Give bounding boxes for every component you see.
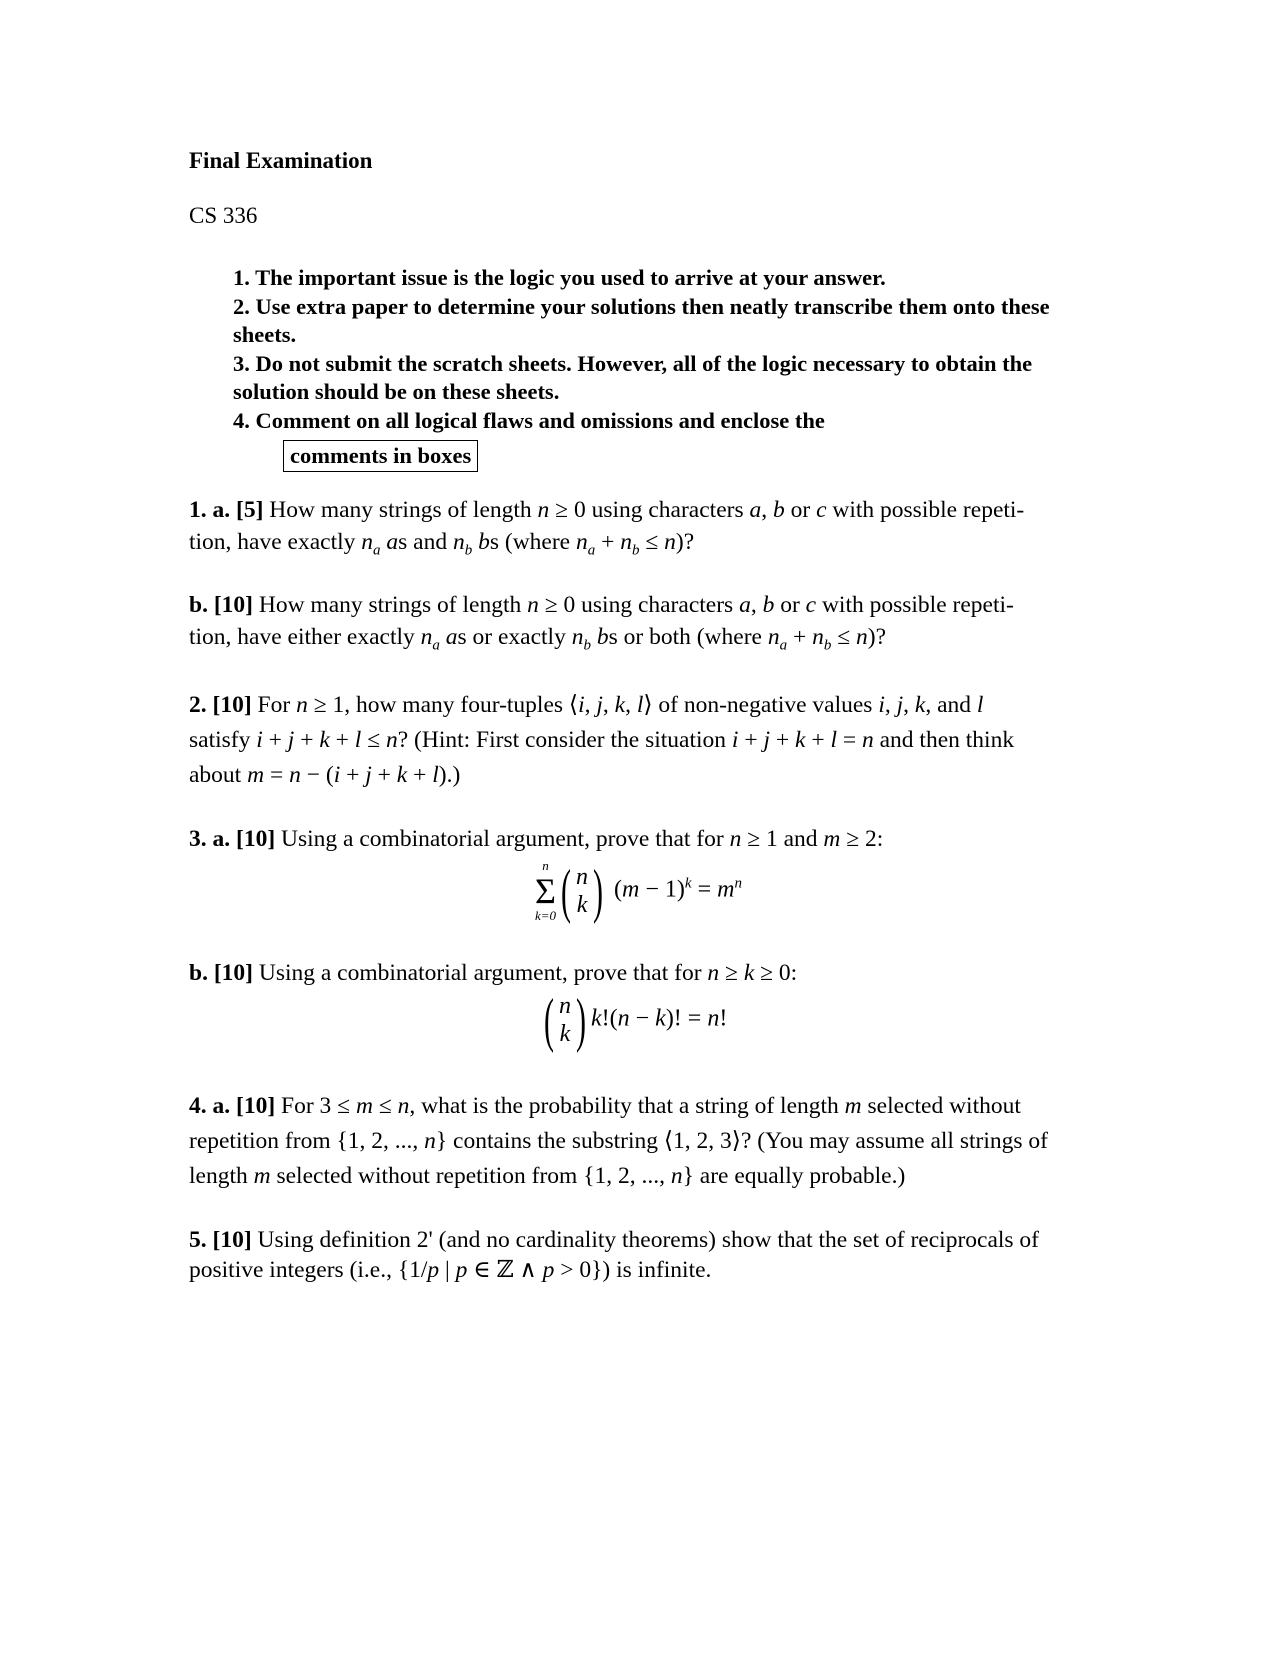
question-points: [10]	[236, 826, 276, 852]
question-points: [10]	[212, 1227, 252, 1253]
question-3b: b. [10] Using a combinatorial argument, prove that for n ≥ k ≥ 0:	[189, 960, 798, 986]
question-points: [10]	[236, 1093, 276, 1119]
instruction-item: 2. Use extra paper to determine your solutions then neatly transcribe them onto these sheets.	[233, 293, 1050, 348]
question-4a: 4. a. [10] For 3 ≤ m ≤ n, what is the probability that a string of length m selected without repetition from {1, 2, ..., n} contains the substring ⟨1, 2, 3⟩? (You may assume all strings of length m selected without repetition from {1, 2, ..., n} are equally probable.)	[189, 1093, 1048, 1189]
question-1b: b. [10] How many strings of length n ≥ 0 using characters a, b or c with possible repeti- tion, have either exactly $n_a$ as or exactly $n_b$ bs or both (where $n_a + n_b \le n$)?	[189, 592, 1014, 654]
question-label: 4. a.	[189, 1093, 231, 1119]
instruction-item: 4. Comment on all logical flaws and omissions and enclose the	[233, 407, 825, 433]
question-label: 3. a.	[189, 826, 231, 852]
course-code: CS 336	[189, 203, 258, 228]
question-points: [10]	[213, 592, 253, 618]
boxed-comments-note: comments in boxes	[283, 440, 478, 472]
instruction-item: 3. Do not submit the scratch sheets. However, all of the logic necessary to obtain the solution should be on these sheets.	[233, 350, 1033, 405]
question-points: [10]	[213, 960, 253, 986]
question-label: 2.	[189, 692, 207, 718]
equation-3a: n Σ k=0 ( n k ) $(m - 1)^k = m^n$	[535, 858, 742, 924]
question-1a: 1. a. [5] How many strings of length n ≥ 0 using characters a, b or c with possible repeti- tion, have exactly $n_a$ as and $n_b$ bs (where $n_a + n_b \le n$)?	[189, 497, 1025, 559]
question-label: 5.	[189, 1227, 207, 1253]
question-label: b.	[189, 592, 208, 618]
question-3a: 3. a. [10] Using a combinatorial argument, prove that for n ≥ 1 and m ≥ 2:	[189, 826, 884, 852]
instruction-item: 1. The important issue is the logic you used to arrive at your answer.	[233, 265, 886, 290]
instructions-list	[233, 264, 1093, 472]
question-points: [10]	[212, 692, 252, 718]
equation-3b: ( n k ) k!(n − k)! = n!	[543, 987, 728, 1053]
question-2: 2. [10] For n ≥ 1, how many four-tuples ⟨i, j, k, l⟩ of non-negative values i, j, k, and l satisfy i + j + k + l ≤ n? (Hint: First consider the situation i + j + k + l = n and then think about m = n − (i + j + k + l).)	[189, 692, 1015, 788]
question-points: [5]	[236, 497, 264, 523]
question-label: 1. a.	[189, 497, 231, 523]
exam-title: Final Examination	[189, 148, 373, 173]
question-5: 5. [10] Using definition 2' (and no cardinality theorems) show that the set of reciprocals of positive integers (i.e., {1/p | p ∈ ℤ ∧ p > 0}) is infinite.	[189, 1227, 1040, 1283]
question-label: b.	[189, 960, 208, 986]
